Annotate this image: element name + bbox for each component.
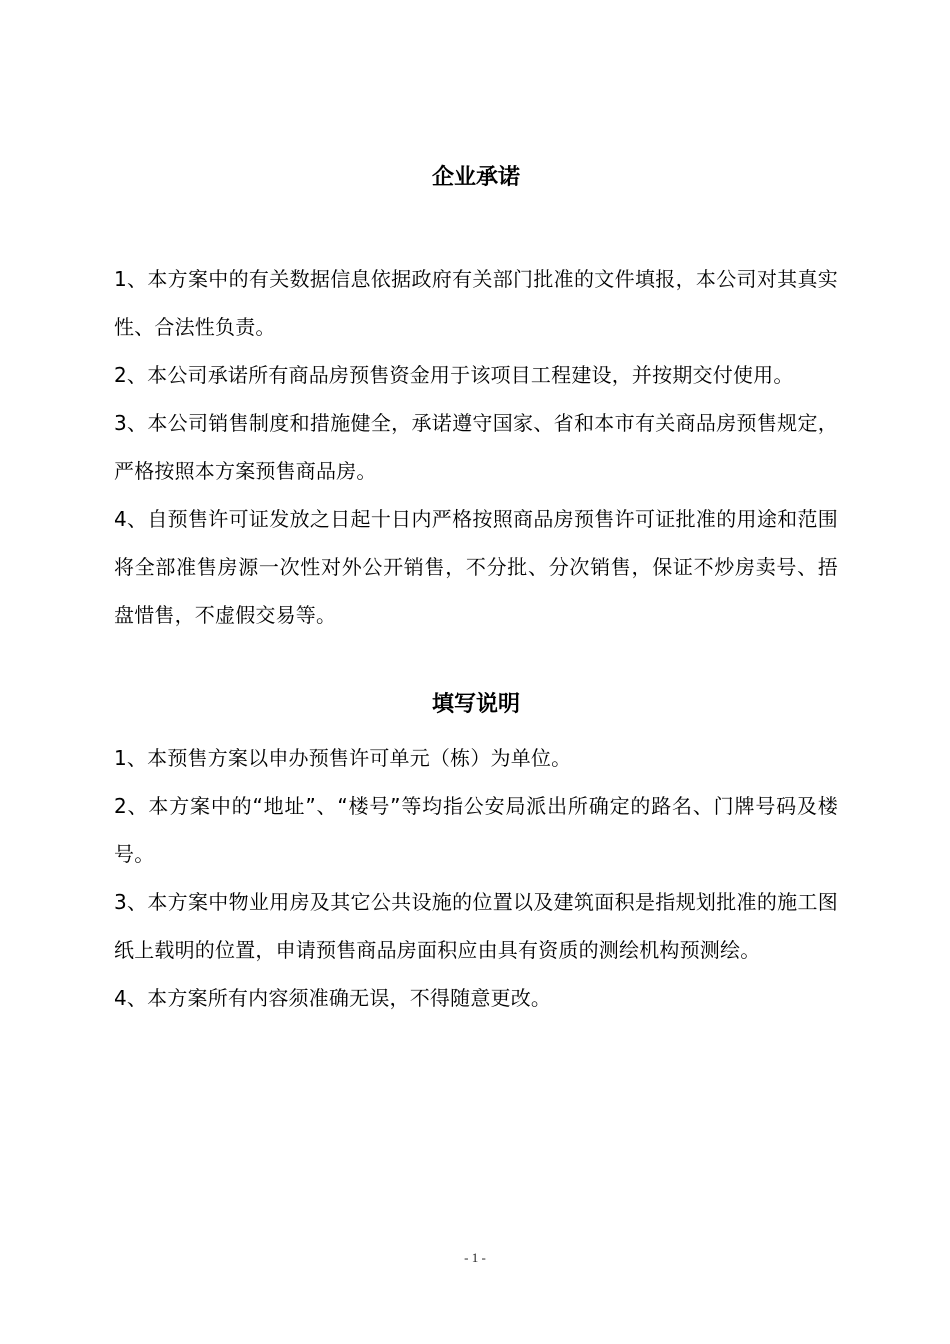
commitment-item-2: 2、本公司承诺所有商品房预售资金用于该项目工程建设，并按期交付使用。 bbox=[114, 363, 794, 387]
commitment-title: 企业承诺 bbox=[431, 165, 520, 190]
instructions-item-3: 3、本方案中物业用房及其它公共设施的位置以及建筑面积是指规划批准的施工图纸上载明的位置，申请预售商品房面积应由具有资质的测绘机构预测绘。 bbox=[114, 890, 838, 962]
commitment-item-3: 3、本公司销售制度和措施健全，承诺遵守国家、省和本市有关商品房预售规定，严格按照本方案预售商品房。 bbox=[114, 411, 838, 483]
instructions-item-4: 4、本方案所有内容须准确无误，不得随意更改。 bbox=[114, 986, 552, 1010]
commitment-section bbox=[114, 255, 838, 639]
instructions-item-2: 2、本方案中的“地址”、“楼号”等均指公安局派出所确定的路名、门牌号码及楼号。 bbox=[114, 794, 838, 866]
commitment-item-4: 4、自预售许可证发放之日起十日内严格按照商品房预售许可证批准的用途和范围将全部准售房源一次性对外公开销售，不分批、分次销售，保证不炒房卖号、捂盘惜售，不虚假交易等。 bbox=[114, 507, 838, 627]
instructions-title: 填写说明 bbox=[431, 692, 520, 717]
instructions-item-1: 1、本预售方案以申办预售许可单元（栋）为单位。 bbox=[114, 746, 572, 770]
page-number: - 1 - bbox=[464, 1250, 486, 1265]
commitment-item-1: 1、本方案中的有关数据信息依据政府有关部门批准的文件填报，本公司对其真实性、合法性负责。 bbox=[114, 267, 838, 339]
instructions-section bbox=[114, 734, 838, 1022]
